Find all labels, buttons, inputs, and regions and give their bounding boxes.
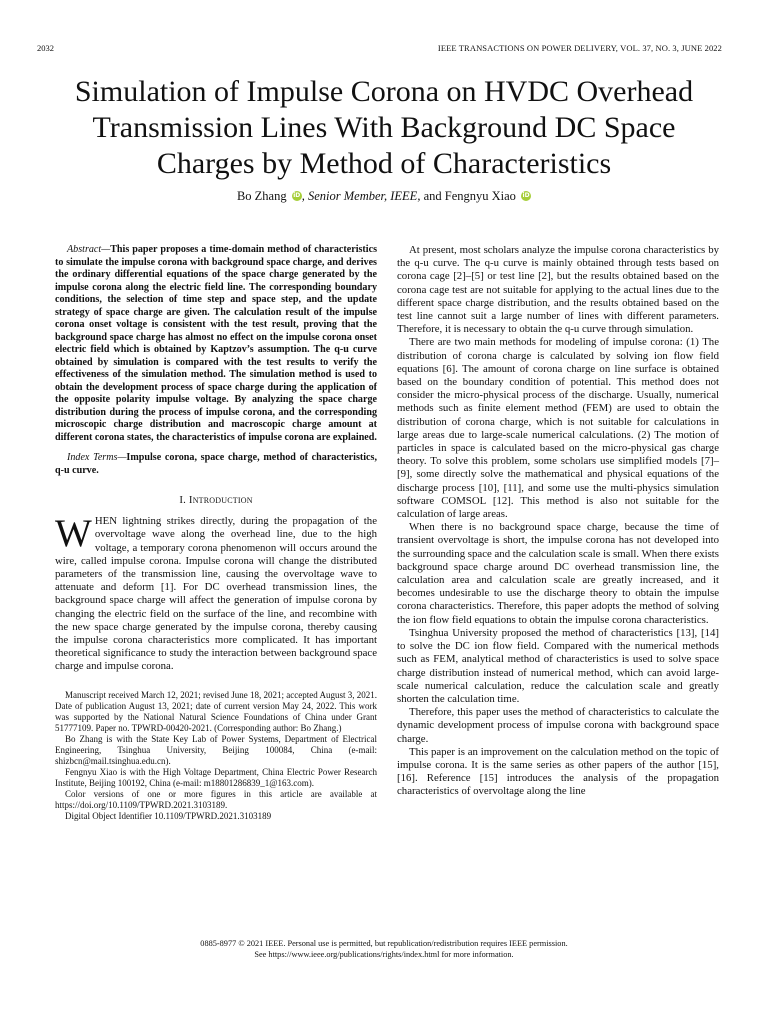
- intro-paragraph: [55, 512, 377, 673]
- page-number: 2032: [37, 43, 54, 53]
- footnote: Digital Object Identifier 10.1109/TPWRD.2021.3103189: [65, 810, 272, 821]
- footnote: Fengnyu Xiao is with the High Voltage Department, China Electric Power Research Institute, Beijing 100192, China (e-mail: m18801286839_1@163.com).: [55, 766, 377, 788]
- title-line-1: Simulation of Impulse Corona on HVDC Overhead: [74, 75, 694, 108]
- body-paragraph: Tsinghua University proposed the method of characteristics [13], [14] to solve the DC ion flow field. Compared with the numerical methods such as FEM, analytical method of characteristics is used to solve space charge distribution instead of numerical method, which can avoid large-scale numerical calculation, reduce the calculation scale and greatly shorten the calculation time.: [397, 626, 719, 705]
- section-heading: I. Introduction: [179, 494, 253, 506]
- body-paragraph: When there is no background space charge, because the time of transient overvoltage is short, the impulse corona has not developed into the surrounding space and the calculation scale is small. When there exists background space charge around DC overhead transmission line, the calculation area and calculation scale are greatly increased, and it becomes undesirable to use the discharge theory to obtain the impulse corona characteristics. Therefore, this paper adopts the method of solving the ion flow field equations to obtain the impulse corona characteristics.: [397, 521, 719, 626]
- author-line: [30, 189, 738, 204]
- abstract-text: This paper proposes a time-domain method of characteristics to simulate the impulse corona with background space charge, and derives the ordinary differential equations of the space charge generated by the impulse corona along the electric field line. The corresponding boundary conditions, the selection of time step and space step, and the update strategy of space charge are given. The calculation result of the impulse corona onset voltage is consistent with the test result, proving that the background space charge has almost no effect on the impulse corona onset electric field which is obtained by Kaptzov’s assumption. The q-u curve obtained by simulation is compared with the test results to verify the effectiveness of the simulation method. The simulation method is used to obtain the development process of space charge during the application of the opposite polarity impulse voltage. By analyzing the space charge distribution during the process of impulse corona, and the corresponding microscopic charge distribution and macroscopic charge amount at different corona states, the characteristics of impulse corona are explained.: [55, 244, 377, 443]
- intro-text: HEN lightning strikes directly, during the propagation of the overvoltage wave along the overhead line, due to the high voltage, a temporary corona phenomenon will occurs around the wire, called impulse corona. Impulse corona will change the distributed parameters of the transmission line, causing the overvoltage wave to attenuate and deform [1]. For DC overhead transmission lines, the background space charge will affect the generation of impulse corona by changing the electric field on the surface of the line, and recombine with the new space charge generated by the impulse corona, thereby causing the impulse corona characteristics more complicated. It has important theoretical significance to study the interaction between background space charge and impulse corona.: [55, 515, 377, 673]
- body-paragraph: This paper is an improvement on the calculation method on the topic of impulse corona. It is the same series as other papers of the author [15], [16]. Reference [15] introduces the analysis of the propagation characteristics of overvoltage along the line: [397, 745, 719, 798]
- drop-cap: W: [55, 512, 92, 556]
- index-terms-text: Impulse corona, space charge, method of characteristics, q-u curve.: [55, 452, 377, 476]
- body-paragraph: There are two main methods for modeling of impulse corona: (1) The distribution of corona charge is calculated by solving ion flow field equations [6]. The amount of corona charge on line surface is obtained based on the boundary condition of potential. This method does not consider the micro-physical process of the discharge. Usually, numerical methods such as finite element method (FEM) are used to obtain the distribution of corona charge, which is not suitable for calculations in large areas due to large-scale numerical calculations. (2) The motion of particles in space is calculated based on the micro-physical gas charge theory. To solve this problem, some scholars use simplified models [7]–[9], some directly solve the mathematical and physical equations of the discharge process [10], [11], and some use the multi-physics simulation software COMSOL [12]. This method is also not suitable for the calculation of large areas.: [397, 336, 719, 521]
- footnote: Manuscript received March 12, 2021; revised June 18, 2021; accepted August 3, 2021. Date of publication August 13, 2021; date of current version May 24, 2022. This work was supported by the National Natural Science Foundations of China under Grant 51777109. Paper no. TPWRD-00420-2021. (Corresponding author: Bo Zhang.): [55, 689, 377, 733]
- body-paragraph: Therefore, this paper uses the method of characteristics to calculate the dynamic development process of impulse corona with background space charge.: [397, 706, 719, 745]
- author-membership: , Senior Member, IEEE,: [301, 189, 421, 203]
- title-line-2: Transmission Lines With Background DC Space: [92, 111, 676, 144]
- abstract-label: Abstract—: [67, 244, 111, 255]
- rights-link[interactable]: See https://www.ieee.org/publications/rights/index.html for more information.: [254, 950, 514, 959]
- index-terms: [55, 452, 377, 477]
- author-name: and Fengnyu Xiao: [420, 189, 516, 203]
- left-column: [55, 244, 377, 822]
- body-paragraph: At present, most scholars analyze the impulse corona characteristics by the q-u curve. The q-u curve is mainly obtained through tests based on corona cage [2]–[5] or test line [2], but the results obtained based on the corona cage test are not suitable for applying to the actual lines due to the different space charge distribution, and the results obtained based on the test line cannot suit a large number of lines with different parameters. Therefore, it is necessary to obtain the q-u curve through simulation.: [397, 244, 719, 336]
- running-header: IEEE TRANSACTIONS ON POWER DELIVERY, VOL. 37, NO. 3, JUNE 2022: [437, 43, 722, 53]
- title-line-3: Charges by Method of Characteristics: [156, 147, 612, 180]
- footnotes: [55, 690, 377, 822]
- index-terms-label: Index Terms—: [67, 452, 127, 463]
- author-name: Bo Zhang: [236, 189, 287, 203]
- copyright-footer: [0, 938, 768, 960]
- footnote: Color versions of one or more figures in this article are available at https://doi.org/10.1109/TPWRD.2021.3103189.: [55, 788, 377, 810]
- footnote: Bo Zhang is with the State Key Lab of Power Systems, Department of Electrical Engineering, Tsinghua University, Beijing 100084, China (e-mail: shizbcn@mail.tsinghua.edu.cn).: [55, 733, 377, 766]
- right-column: [397, 244, 719, 799]
- orcid-icon[interactable]: iD: [293, 192, 301, 199]
- orcid-icon[interactable]: iD: [522, 192, 530, 199]
- paper-title: [30, 74, 738, 182]
- abstract: [55, 244, 377, 444]
- copyright-line: 0885-8977 © 2021 IEEE. Personal use is permitted, but republication/redistribution requires IEEE permission.: [200, 939, 568, 948]
